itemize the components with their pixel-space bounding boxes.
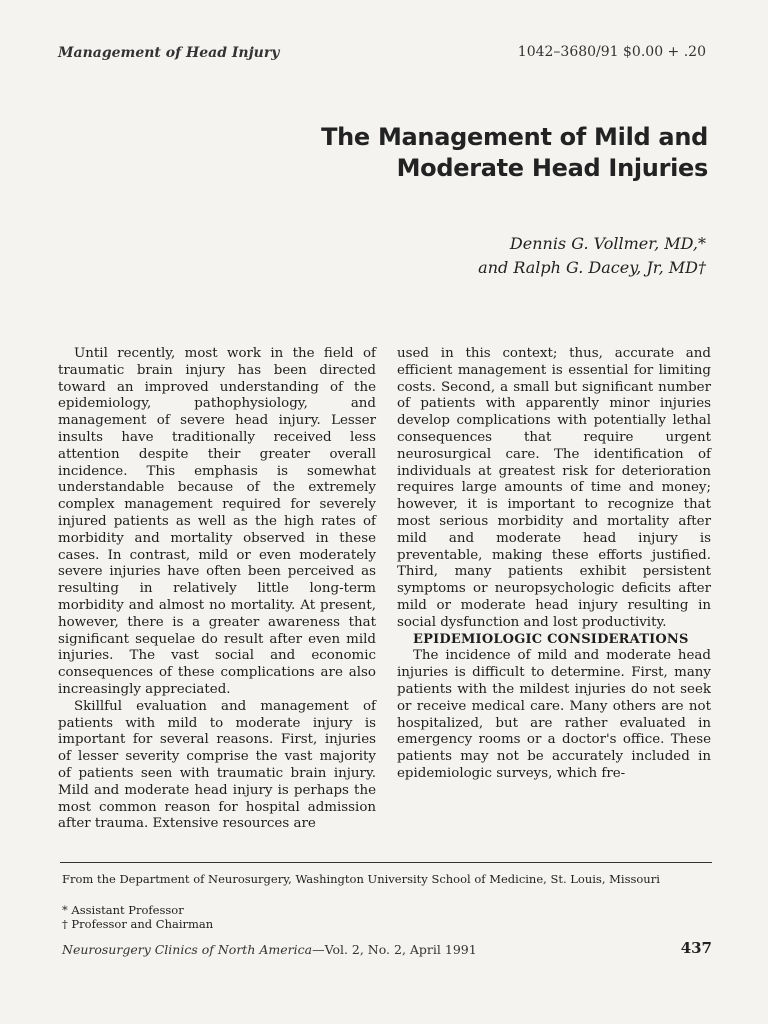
affiliation: From the Department of Neurosurgery, Washington University School of Medicine, St. Louis, Missouri	[62, 872, 660, 886]
section-heading: EPIDEMIOLOGIC CONSIDERATIONS	[413, 631, 689, 647]
footnote-divider	[60, 862, 712, 863]
paragraph: The incidence of mild and moderate head injuries is difficult to determine. First, many patients with the mildest injuries do not seek or receive medical care. Many others are not hospitalized, but are rather evaluated in emergency rooms or a doctor's office. These patients may not be accurately included in epidemiologic surveys, which fre-	[397, 648, 711, 781]
paragraph: Skillful evaluation and management of patients with mild to moderate injury is important for several reasons. First, injuries of lesser severity comprise the vast majority of patients seen with traumatic brain injury. Mild and moderate head injury is perhaps the most common reason for hospital admission after trauma. Extensive resources are	[58, 698, 376, 832]
author-line-1: Dennis G. Vollmer, MD,*	[509, 234, 706, 253]
journal-issue: —Vol. 2, No. 2, April 1991	[312, 942, 477, 957]
page-number: 437	[680, 939, 712, 957]
footnote-1: * Assistant Professor	[62, 903, 184, 917]
journal-name: Neurosurgery Clinics of North America	[62, 942, 313, 957]
footnote-2: † Professor and Chairman	[62, 917, 214, 931]
article-code: 1042–3680/91 $0.00 + .20	[517, 44, 706, 60]
article-title	[321, 122, 708, 184]
title-line-2: Moderate Head Injuries	[396, 154, 708, 182]
author-line-2: and Ralph G. Dacey, Jr, MD†	[478, 258, 706, 277]
authors	[478, 232, 706, 280]
title-line-1: The Management of Mild and	[321, 123, 708, 151]
journal-citation	[62, 942, 477, 957]
left-column	[58, 346, 376, 833]
paragraph: used in this context; thus, accurate and efficient management is essential for limiting costs. Second, a small but significant number of patients with apparently minor injuries develop complications with potentially lethal consequences that require urgent neurosurgical care. The identification of individuals at greatest risk for deterioration requires large amounts of time and money; however, it is important to recognize that most serious morbidity and mortality after mild and moderate head injury is preventable, making these efforts justified. Third, many patients exhibit persistent symptoms or neuropsychologic deficits after mild or moderate head injury resulting in social dysfunction and lost productivity.	[397, 346, 711, 630]
right-column	[397, 346, 711, 783]
running-head: Management of Head Injury	[58, 45, 280, 61]
paragraph: Until recently, most work in the field of traumatic brain injury has been directed toward an improved understanding of the epidemiology, pathophysiology, and management of severe head injury. Lesser insults have traditionally received less attention despite their greater overall incidence. This emphasis is somewhat understandable because of the extremely complex management required for severely injured patients as well as the high rates of morbidity and mortality observed in these cases. In contrast, mild or even moderately severe injuries have often been perceived as resulting in relatively little long-term morbidity and almost no mortality. At present, however, there is a greater awareness that significant sequelae do result after even mild injuries. The vast social and economic consequences of these complications are also increasingly appreciated.	[58, 346, 376, 697]
